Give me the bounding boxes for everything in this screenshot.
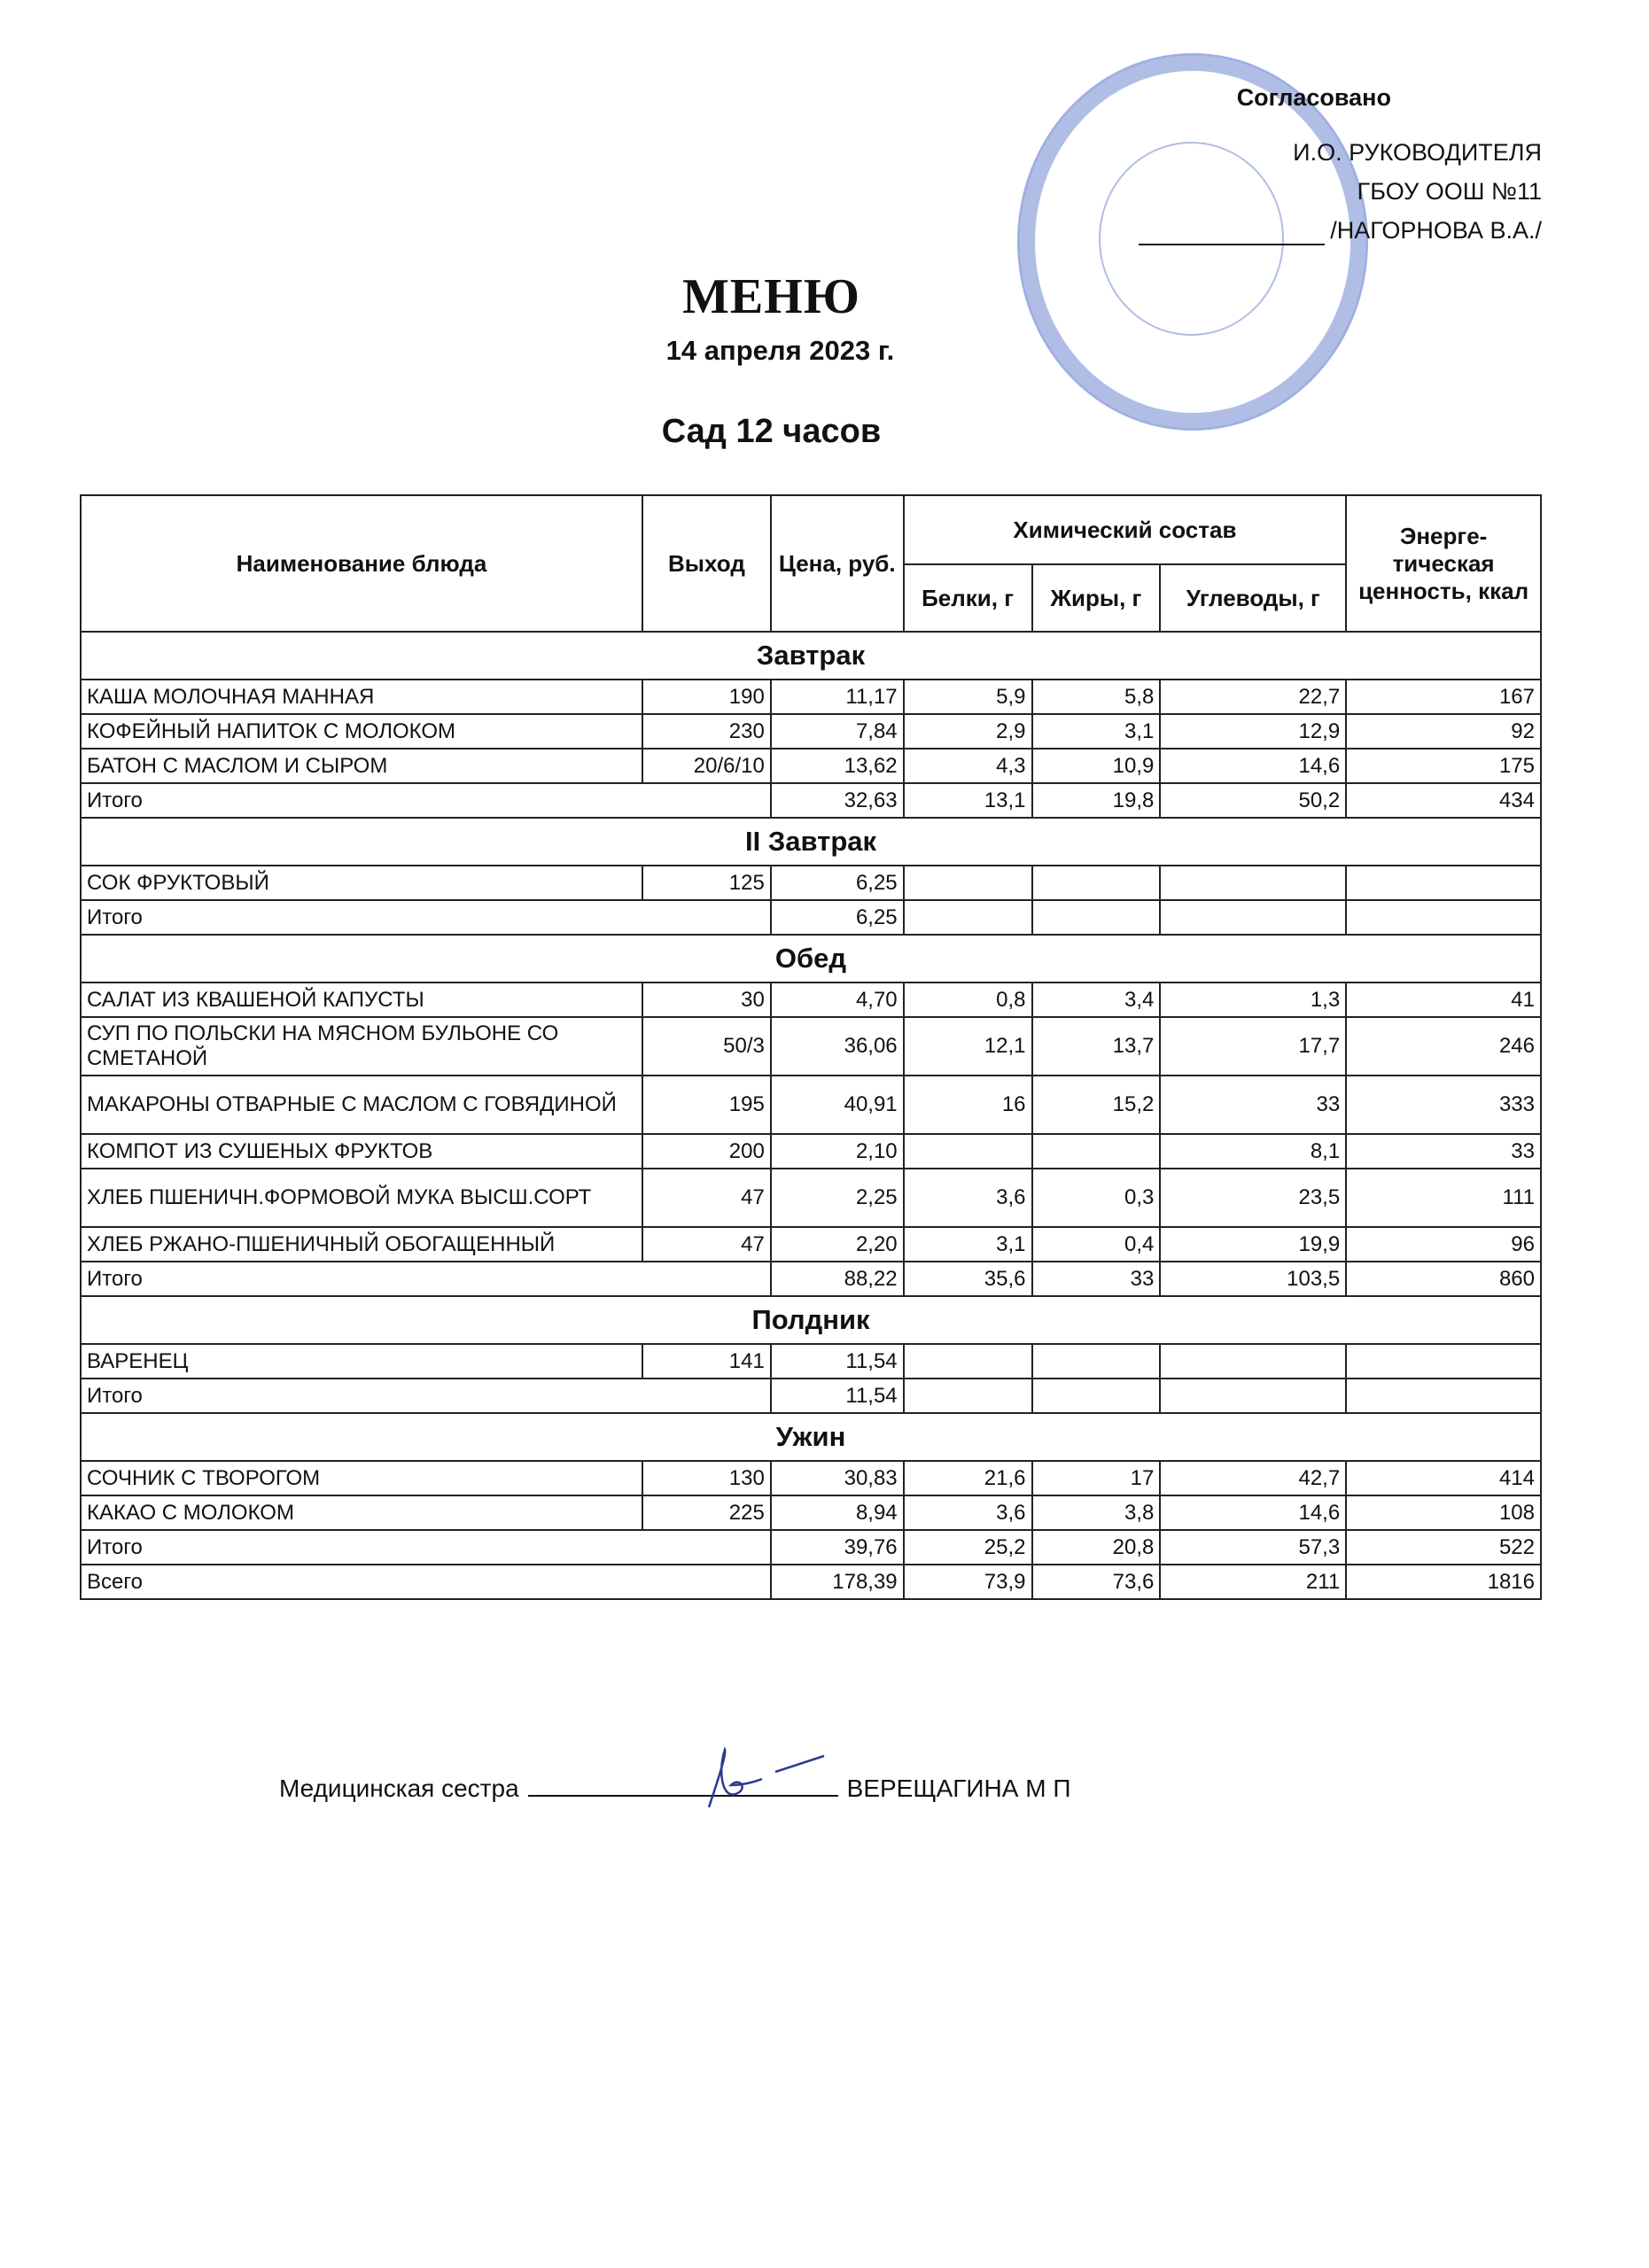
total-protein: 35,6 bbox=[904, 1262, 1032, 1296]
section-row bbox=[81, 935, 1541, 983]
dish-carb: 14,6 bbox=[1160, 1495, 1346, 1530]
total-fat bbox=[1032, 1379, 1161, 1413]
grand-total-energy: 1816 bbox=[1346, 1565, 1541, 1599]
dish-fat bbox=[1032, 1344, 1161, 1379]
dish-name: МАКАРОНЫ ОТВАРНЫЕ С МАСЛОМ С ГОВЯДИНОЙ bbox=[81, 1076, 642, 1134]
section-row bbox=[81, 632, 1541, 680]
menu-date: 14 апреля 2023 г. bbox=[665, 335, 895, 366]
dish-price: 30,83 bbox=[771, 1461, 904, 1495]
dish-price: 8,94 bbox=[771, 1495, 904, 1530]
dish-protein: 3,6 bbox=[904, 1169, 1032, 1227]
section-title: Полдник bbox=[81, 1296, 1541, 1344]
total-price: 39,76 bbox=[771, 1530, 904, 1565]
table-row bbox=[81, 983, 1541, 1017]
total-energy bbox=[1346, 1379, 1541, 1413]
dish-fat: 0,3 bbox=[1032, 1169, 1161, 1227]
dish-price: 11,17 bbox=[771, 680, 904, 714]
dish-carb: 23,5 bbox=[1160, 1169, 1346, 1227]
dish-carb: 12,9 bbox=[1160, 714, 1346, 749]
col-header-price: Цена, руб. bbox=[771, 495, 904, 632]
total-price: 88,22 bbox=[771, 1262, 904, 1296]
total-label: Итого bbox=[81, 1379, 771, 1413]
grand-total-protein: 73,9 bbox=[904, 1565, 1032, 1599]
section-row bbox=[81, 818, 1541, 866]
col-header-name: Наименование блюда bbox=[81, 495, 642, 632]
dish-yield: 230 bbox=[642, 714, 771, 749]
dish-carb: 17,7 bbox=[1160, 1017, 1346, 1076]
total-carb: 103,5 bbox=[1160, 1262, 1346, 1296]
dish-energy: 111 bbox=[1346, 1169, 1541, 1227]
grand-total-row bbox=[81, 1565, 1541, 1599]
section-title: II Завтрак bbox=[81, 818, 1541, 866]
approval-signature-row bbox=[1125, 211, 1542, 250]
dish-carb: 8,1 bbox=[1160, 1134, 1346, 1169]
total-label: Итого bbox=[81, 1530, 771, 1565]
dish-price: 4,70 bbox=[771, 983, 904, 1017]
table-row bbox=[81, 1169, 1541, 1227]
dish-name: СОК ФРУКТОВЫЙ bbox=[81, 866, 642, 900]
total-protein bbox=[904, 1379, 1032, 1413]
dish-fat: 15,2 bbox=[1032, 1076, 1161, 1134]
dish-yield: 50/3 bbox=[642, 1017, 771, 1076]
total-fat: 20,8 bbox=[1032, 1530, 1161, 1565]
menu-subtitle: Сад 12 часов bbox=[661, 413, 882, 450]
col-header-yield: Выход bbox=[642, 495, 771, 632]
dish-protein: 3,1 bbox=[904, 1227, 1032, 1262]
table-row bbox=[81, 1076, 1541, 1134]
dish-name: КАКАО С МОЛОКОМ bbox=[81, 1495, 642, 1530]
total-fat bbox=[1032, 900, 1161, 935]
col-header-fat: Жиры, г bbox=[1032, 564, 1161, 632]
dish-protein bbox=[904, 866, 1032, 900]
dish-price: 2,20 bbox=[771, 1227, 904, 1262]
dish-price: 36,06 bbox=[771, 1017, 904, 1076]
dish-yield: 190 bbox=[642, 680, 771, 714]
dish-carb: 19,9 bbox=[1160, 1227, 1346, 1262]
dish-energy bbox=[1346, 1344, 1541, 1379]
col-header-chem: Химический состав bbox=[904, 495, 1347, 564]
dish-price: 7,84 bbox=[771, 714, 904, 749]
dish-protein bbox=[904, 1344, 1032, 1379]
approval-block bbox=[1125, 78, 1542, 250]
dish-protein: 0,8 bbox=[904, 983, 1032, 1017]
col-header-carb: Углеводы, г bbox=[1160, 564, 1346, 632]
section-total-row bbox=[81, 1530, 1541, 1565]
dish-name: КАША МОЛОЧНАЯ МАННАЯ bbox=[81, 680, 642, 714]
total-label: Итого bbox=[81, 900, 771, 935]
dish-fat: 5,8 bbox=[1032, 680, 1161, 714]
total-label: Итого bbox=[81, 783, 771, 818]
dish-yield: 141 bbox=[642, 1344, 771, 1379]
approval-position: И.О. РУКОВОДИТЕЛЯ bbox=[1293, 139, 1542, 166]
table-row bbox=[81, 1134, 1541, 1169]
total-energy: 522 bbox=[1346, 1530, 1541, 1565]
dish-price: 11,54 bbox=[771, 1344, 904, 1379]
dish-energy: 33 bbox=[1346, 1134, 1541, 1169]
nurse-signature-row bbox=[279, 1772, 1070, 1803]
dish-name: ХЛЕБ ПШЕНИЧН.ФОРМОВОЙ МУКА ВЫСШ.СОРТ bbox=[81, 1169, 642, 1227]
dish-protein: 4,3 bbox=[904, 749, 1032, 783]
menu-table bbox=[80, 494, 1542, 1600]
nurse-name: ВЕРЕЩАГИНА М П bbox=[846, 1775, 1071, 1802]
approval-signature-line bbox=[1139, 219, 1325, 245]
dish-yield: 47 bbox=[642, 1169, 771, 1227]
total-fat: 33 bbox=[1032, 1262, 1161, 1296]
col-header-protein: Белки, г bbox=[904, 564, 1032, 632]
dish-name: КОФЕЙНЫЙ НАПИТОК С МОЛОКОМ bbox=[81, 714, 642, 749]
section-total-row bbox=[81, 783, 1541, 818]
dish-protein: 16 bbox=[904, 1076, 1032, 1134]
approval-name: /НАГОРНОВА В.А./ bbox=[1330, 217, 1542, 244]
dish-name: СОЧНИК С ТВОРОГОМ bbox=[81, 1461, 642, 1495]
dish-price: 2,25 bbox=[771, 1169, 904, 1227]
dish-yield: 200 bbox=[642, 1134, 771, 1169]
table-row bbox=[81, 1017, 1541, 1076]
dish-name: СУП ПО ПОЛЬСКИ НА МЯСНОМ БУЛЬОНЕ СО СМЕТАНОЙ bbox=[81, 1017, 642, 1076]
table-row bbox=[81, 680, 1541, 714]
dish-carb: 33 bbox=[1160, 1076, 1346, 1134]
dish-yield: 130 bbox=[642, 1461, 771, 1495]
dish-energy: 175 bbox=[1346, 749, 1541, 783]
table-row bbox=[81, 1344, 1541, 1379]
dish-protein: 12,1 bbox=[904, 1017, 1032, 1076]
total-price: 11,54 bbox=[771, 1379, 904, 1413]
dish-fat bbox=[1032, 1134, 1161, 1169]
dish-price: 13,62 bbox=[771, 749, 904, 783]
page-title: МЕНЮ bbox=[682, 269, 860, 324]
dish-name: ХЛЕБ РЖАНО-ПШЕНИЧНЫЙ ОБОГАЩЕННЫЙ bbox=[81, 1227, 642, 1262]
dish-fat: 0,4 bbox=[1032, 1227, 1161, 1262]
total-protein: 13,1 bbox=[904, 783, 1032, 818]
dish-energy: 96 bbox=[1346, 1227, 1541, 1262]
dish-protein: 3,6 bbox=[904, 1495, 1032, 1530]
table-row bbox=[81, 1227, 1541, 1262]
dish-energy: 41 bbox=[1346, 983, 1541, 1017]
table-row bbox=[81, 1461, 1541, 1495]
approval-org: ГБОУ ООШ №11 bbox=[1357, 178, 1542, 205]
grand-total-price: 178,39 bbox=[771, 1565, 904, 1599]
dish-fat: 17 bbox=[1032, 1461, 1161, 1495]
col-header-energy: Энерге-тическая ценность, ккал bbox=[1346, 495, 1541, 632]
grand-total-carb: 211 bbox=[1160, 1565, 1346, 1599]
dish-energy: 333 bbox=[1346, 1076, 1541, 1134]
total-carb bbox=[1160, 900, 1346, 935]
dish-name: КОМПОТ ИЗ СУШЕНЫХ ФРУКТОВ bbox=[81, 1134, 642, 1169]
table-row bbox=[81, 714, 1541, 749]
total-fat: 19,8 bbox=[1032, 783, 1161, 818]
dish-name: БАТОН С МАСЛОМ И СЫРОМ bbox=[81, 749, 642, 783]
dish-energy: 246 bbox=[1346, 1017, 1541, 1076]
section-row bbox=[81, 1296, 1541, 1344]
dish-protein bbox=[904, 1134, 1032, 1169]
dish-carb bbox=[1160, 866, 1346, 900]
dish-energy: 92 bbox=[1346, 714, 1541, 749]
total-energy: 434 bbox=[1346, 783, 1541, 818]
dish-fat: 13,7 bbox=[1032, 1017, 1161, 1076]
grand-total-label: Всего bbox=[81, 1565, 771, 1599]
dish-protein: 5,9 bbox=[904, 680, 1032, 714]
handwritten-signature bbox=[691, 1745, 842, 1816]
dish-fat: 3,8 bbox=[1032, 1495, 1161, 1530]
table-row bbox=[81, 866, 1541, 900]
dish-yield: 47 bbox=[642, 1227, 771, 1262]
dish-yield: 225 bbox=[642, 1495, 771, 1530]
dish-energy: 414 bbox=[1346, 1461, 1541, 1495]
dish-energy bbox=[1346, 866, 1541, 900]
dish-yield: 125 bbox=[642, 866, 771, 900]
dish-fat: 3,4 bbox=[1032, 983, 1161, 1017]
dish-price: 2,10 bbox=[771, 1134, 904, 1169]
total-energy: 860 bbox=[1346, 1262, 1541, 1296]
section-title: Ужин bbox=[81, 1413, 1541, 1461]
dish-carb: 22,7 bbox=[1160, 680, 1346, 714]
section-row bbox=[81, 1413, 1541, 1461]
section-total-row bbox=[81, 1262, 1541, 1296]
total-price: 32,63 bbox=[771, 783, 904, 818]
total-label: Итого bbox=[81, 1262, 771, 1296]
total-protein bbox=[904, 900, 1032, 935]
section-total-row bbox=[81, 900, 1541, 935]
dish-protein: 21,6 bbox=[904, 1461, 1032, 1495]
total-carb bbox=[1160, 1379, 1346, 1413]
table-row bbox=[81, 1495, 1541, 1530]
nurse-role: Медицинская сестра bbox=[279, 1775, 519, 1802]
dish-carb: 42,7 bbox=[1160, 1461, 1346, 1495]
dish-fat: 10,9 bbox=[1032, 749, 1161, 783]
total-energy bbox=[1346, 900, 1541, 935]
dish-yield: 195 bbox=[642, 1076, 771, 1134]
dish-yield: 30 bbox=[642, 983, 771, 1017]
dish-price: 40,91 bbox=[771, 1076, 904, 1134]
menu-table-body bbox=[81, 632, 1541, 1599]
dish-carb: 1,3 bbox=[1160, 983, 1346, 1017]
dish-protein: 2,9 bbox=[904, 714, 1032, 749]
dish-price: 6,25 bbox=[771, 866, 904, 900]
section-title: Завтрак bbox=[81, 632, 1541, 680]
table-row bbox=[81, 749, 1541, 783]
dish-yield: 20/6/10 bbox=[642, 749, 771, 783]
dish-energy: 108 bbox=[1346, 1495, 1541, 1530]
approval-title: Согласовано bbox=[1236, 84, 1391, 111]
section-total-row bbox=[81, 1379, 1541, 1413]
grand-total-fat: 73,6 bbox=[1032, 1565, 1161, 1599]
dish-name: ВАРЕНЕЦ bbox=[81, 1344, 642, 1379]
total-price: 6,25 bbox=[771, 900, 904, 935]
dish-fat bbox=[1032, 866, 1161, 900]
total-carb: 50,2 bbox=[1160, 783, 1346, 818]
dish-fat: 3,1 bbox=[1032, 714, 1161, 749]
total-carb: 57,3 bbox=[1160, 1530, 1346, 1565]
dish-carb bbox=[1160, 1344, 1346, 1379]
dish-carb: 14,6 bbox=[1160, 749, 1346, 783]
dish-energy: 167 bbox=[1346, 680, 1541, 714]
total-protein: 25,2 bbox=[904, 1530, 1032, 1565]
section-title: Обед bbox=[81, 935, 1541, 983]
dish-name: САЛАТ ИЗ КВАШЕНОЙ КАПУСТЫ bbox=[81, 983, 642, 1017]
